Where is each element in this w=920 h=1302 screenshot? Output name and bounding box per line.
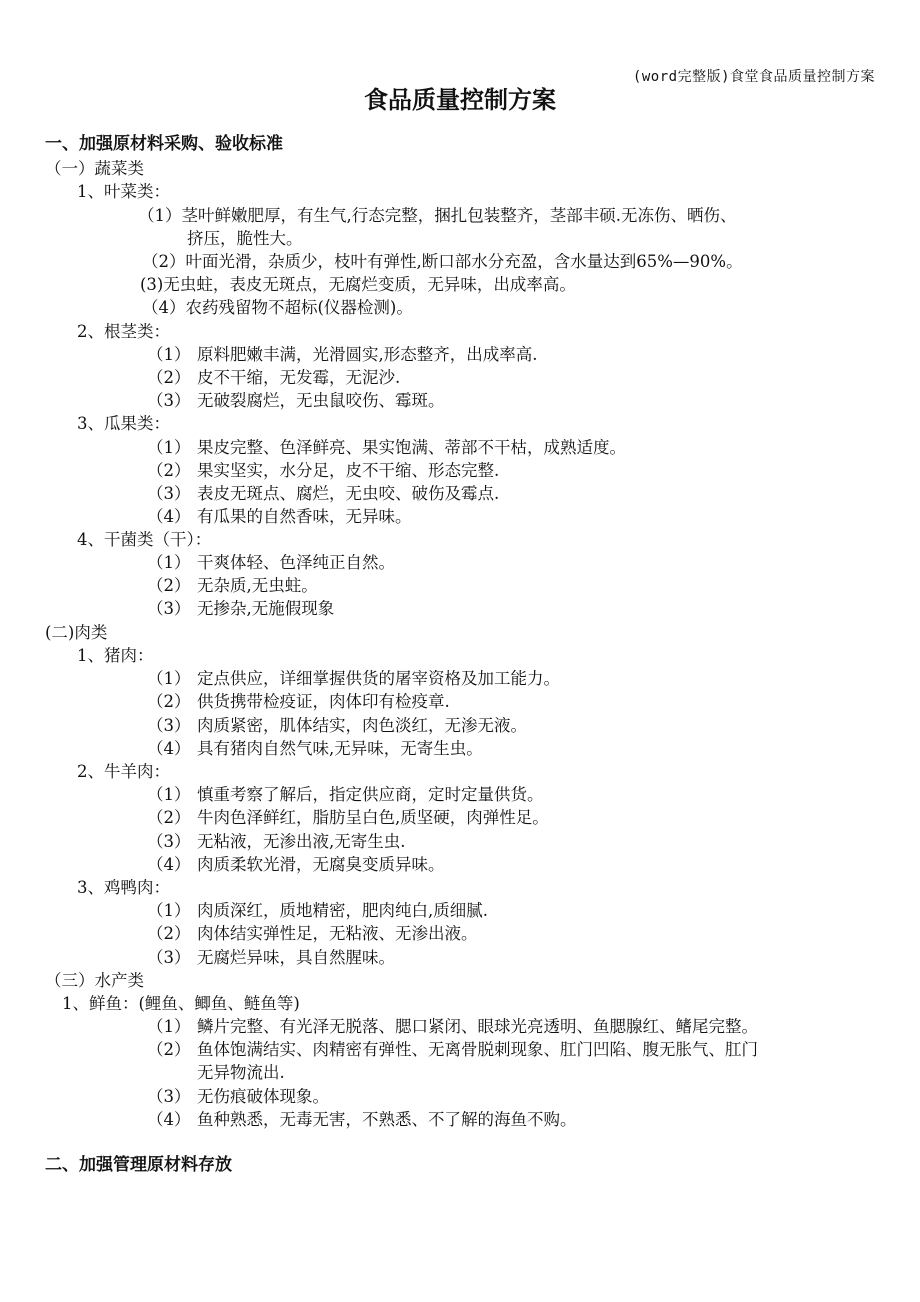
category-pork: 1、猪肉： [77, 646, 154, 665]
list-item: （3） 无破裂腐烂，无虫鼠咬伤、霉斑。 [147, 391, 445, 410]
list-item: （1） 肉质深红，质地精密，肥肉纯白,质细腻. [147, 901, 488, 920]
subsection-aquatic: （三）水产类 [45, 971, 144, 990]
section-heading-1: 一、加强原材料采购、验收标准 [45, 134, 283, 154]
list-item: （2） 肉体结实弹性足，无粘液、无渗出液。 [147, 924, 478, 943]
category-root: 2、根茎类： [77, 322, 170, 341]
list-item: （1） 慎重考察了解后，指定供应商，定时定量供货。 [147, 785, 544, 804]
list-item: （4） 具有猪肉自然气味,无异味，无寄生虫。 [147, 739, 483, 758]
list-item: （4） 肉质柔软光滑，无腐臭变质异味。 [147, 855, 445, 874]
list-item: （3） 无腐烂异味，具自然腥味。 [147, 948, 395, 967]
list-item: （1） 鳞片完整、有光泽无脱落、腮口紧闭、眼球光亮透明、鱼腮腺红、鳍尾完整。 [147, 1017, 758, 1036]
list-item: （2） 鱼体饱满结实、肉精密有弹性、无离骨脱刺现象、肛门凹陷、腹无胀气、肛门 [147, 1040, 758, 1059]
list-item: （2） 牛肉色泽鲜红，脂肪呈白色,质坚硬，肉弹性足。 [147, 808, 549, 827]
list-item: （1） 干爽体轻、色泽纯正自然。 [147, 553, 395, 572]
list-item: 挤压，脆性大。 [187, 229, 303, 248]
list-item: (3)无虫蛀，表皮无斑点，无腐烂变质，无异味，出成率高。 [140, 275, 576, 294]
document-header: (word完整版)食堂食品质量控制方案 [632, 69, 875, 85]
page-title: 食品质量控制方案 [364, 86, 556, 114]
category-melon: 3、瓜果类： [77, 414, 170, 433]
list-item: （1） 原料肥嫩丰满，光滑圆实,形态整齐，出成率高. [147, 345, 538, 364]
list-item: （2） 果实坚实，水分足，皮不干缩、形态完整. [147, 461, 500, 480]
list-item: （4）农药残留物不超标(仪器检测)。 [142, 298, 413, 317]
list-item: （4） 有瓜果的自然香味，无异味。 [147, 507, 412, 526]
category-leaf: 1、叶菜类： [77, 182, 170, 201]
list-item: （3） 无掺杂,无施假现象 [147, 599, 335, 618]
list-item: 无异物流出. [197, 1063, 285, 1082]
category-fish: 1、鲜鱼：(鲤鱼、鲫鱼、鲢鱼等) [62, 994, 300, 1013]
list-item: （3） 表皮无斑点、腐烂，无虫咬、破伤及霉点. [147, 484, 500, 503]
subsection-meat: (二)肉类 [45, 623, 108, 642]
list-item: （2）叶面光滑，杂质少，枝叶有弹性,断口部水分充盈，含水量达到65%—90%。 [142, 252, 743, 271]
category-poultry: 3、鸡鸭肉： [77, 878, 170, 897]
list-item: （1） 定点供应，详细掌握供货的屠宰资格及加工能力。 [147, 669, 560, 688]
category-beef: 2、牛羊肉： [77, 762, 170, 781]
list-item: （4） 鱼种熟悉，无毒无害，不熟悉、不了解的海鱼不购。 [147, 1110, 577, 1129]
list-item: （1）茎叶鲜嫩肥厚，有生气,行态完整，捆扎包装整齐，茎部丰硕.无冻伤、晒伤、 [138, 206, 737, 225]
list-item: （1） 果皮完整、色泽鲜亮、果实饱满、蒂部不干枯，成熟适度。 [147, 438, 626, 457]
category-fungi: 4、干菌类（干）： [77, 530, 212, 549]
subsection-veg: （一）蔬菜类 [45, 159, 144, 178]
list-item: （2） 无杂质,无虫蛀。 [147, 576, 318, 595]
list-item: （3） 无伤痕破体现象。 [147, 1087, 329, 1106]
list-item: （3） 无粘液，无渗出液,无寄生虫. [147, 832, 406, 851]
list-item: （2） 皮不干缩，无发霉，无泥沙. [147, 368, 401, 387]
section-heading-2: 二、加强管理原材料存放 [45, 1155, 232, 1175]
list-item: （2） 供货携带检疫证，肉体印有检疫章. [147, 692, 450, 711]
list-item: （3） 肉质紧密，肌体结实，肉色淡红，无渗无液。 [147, 716, 527, 735]
